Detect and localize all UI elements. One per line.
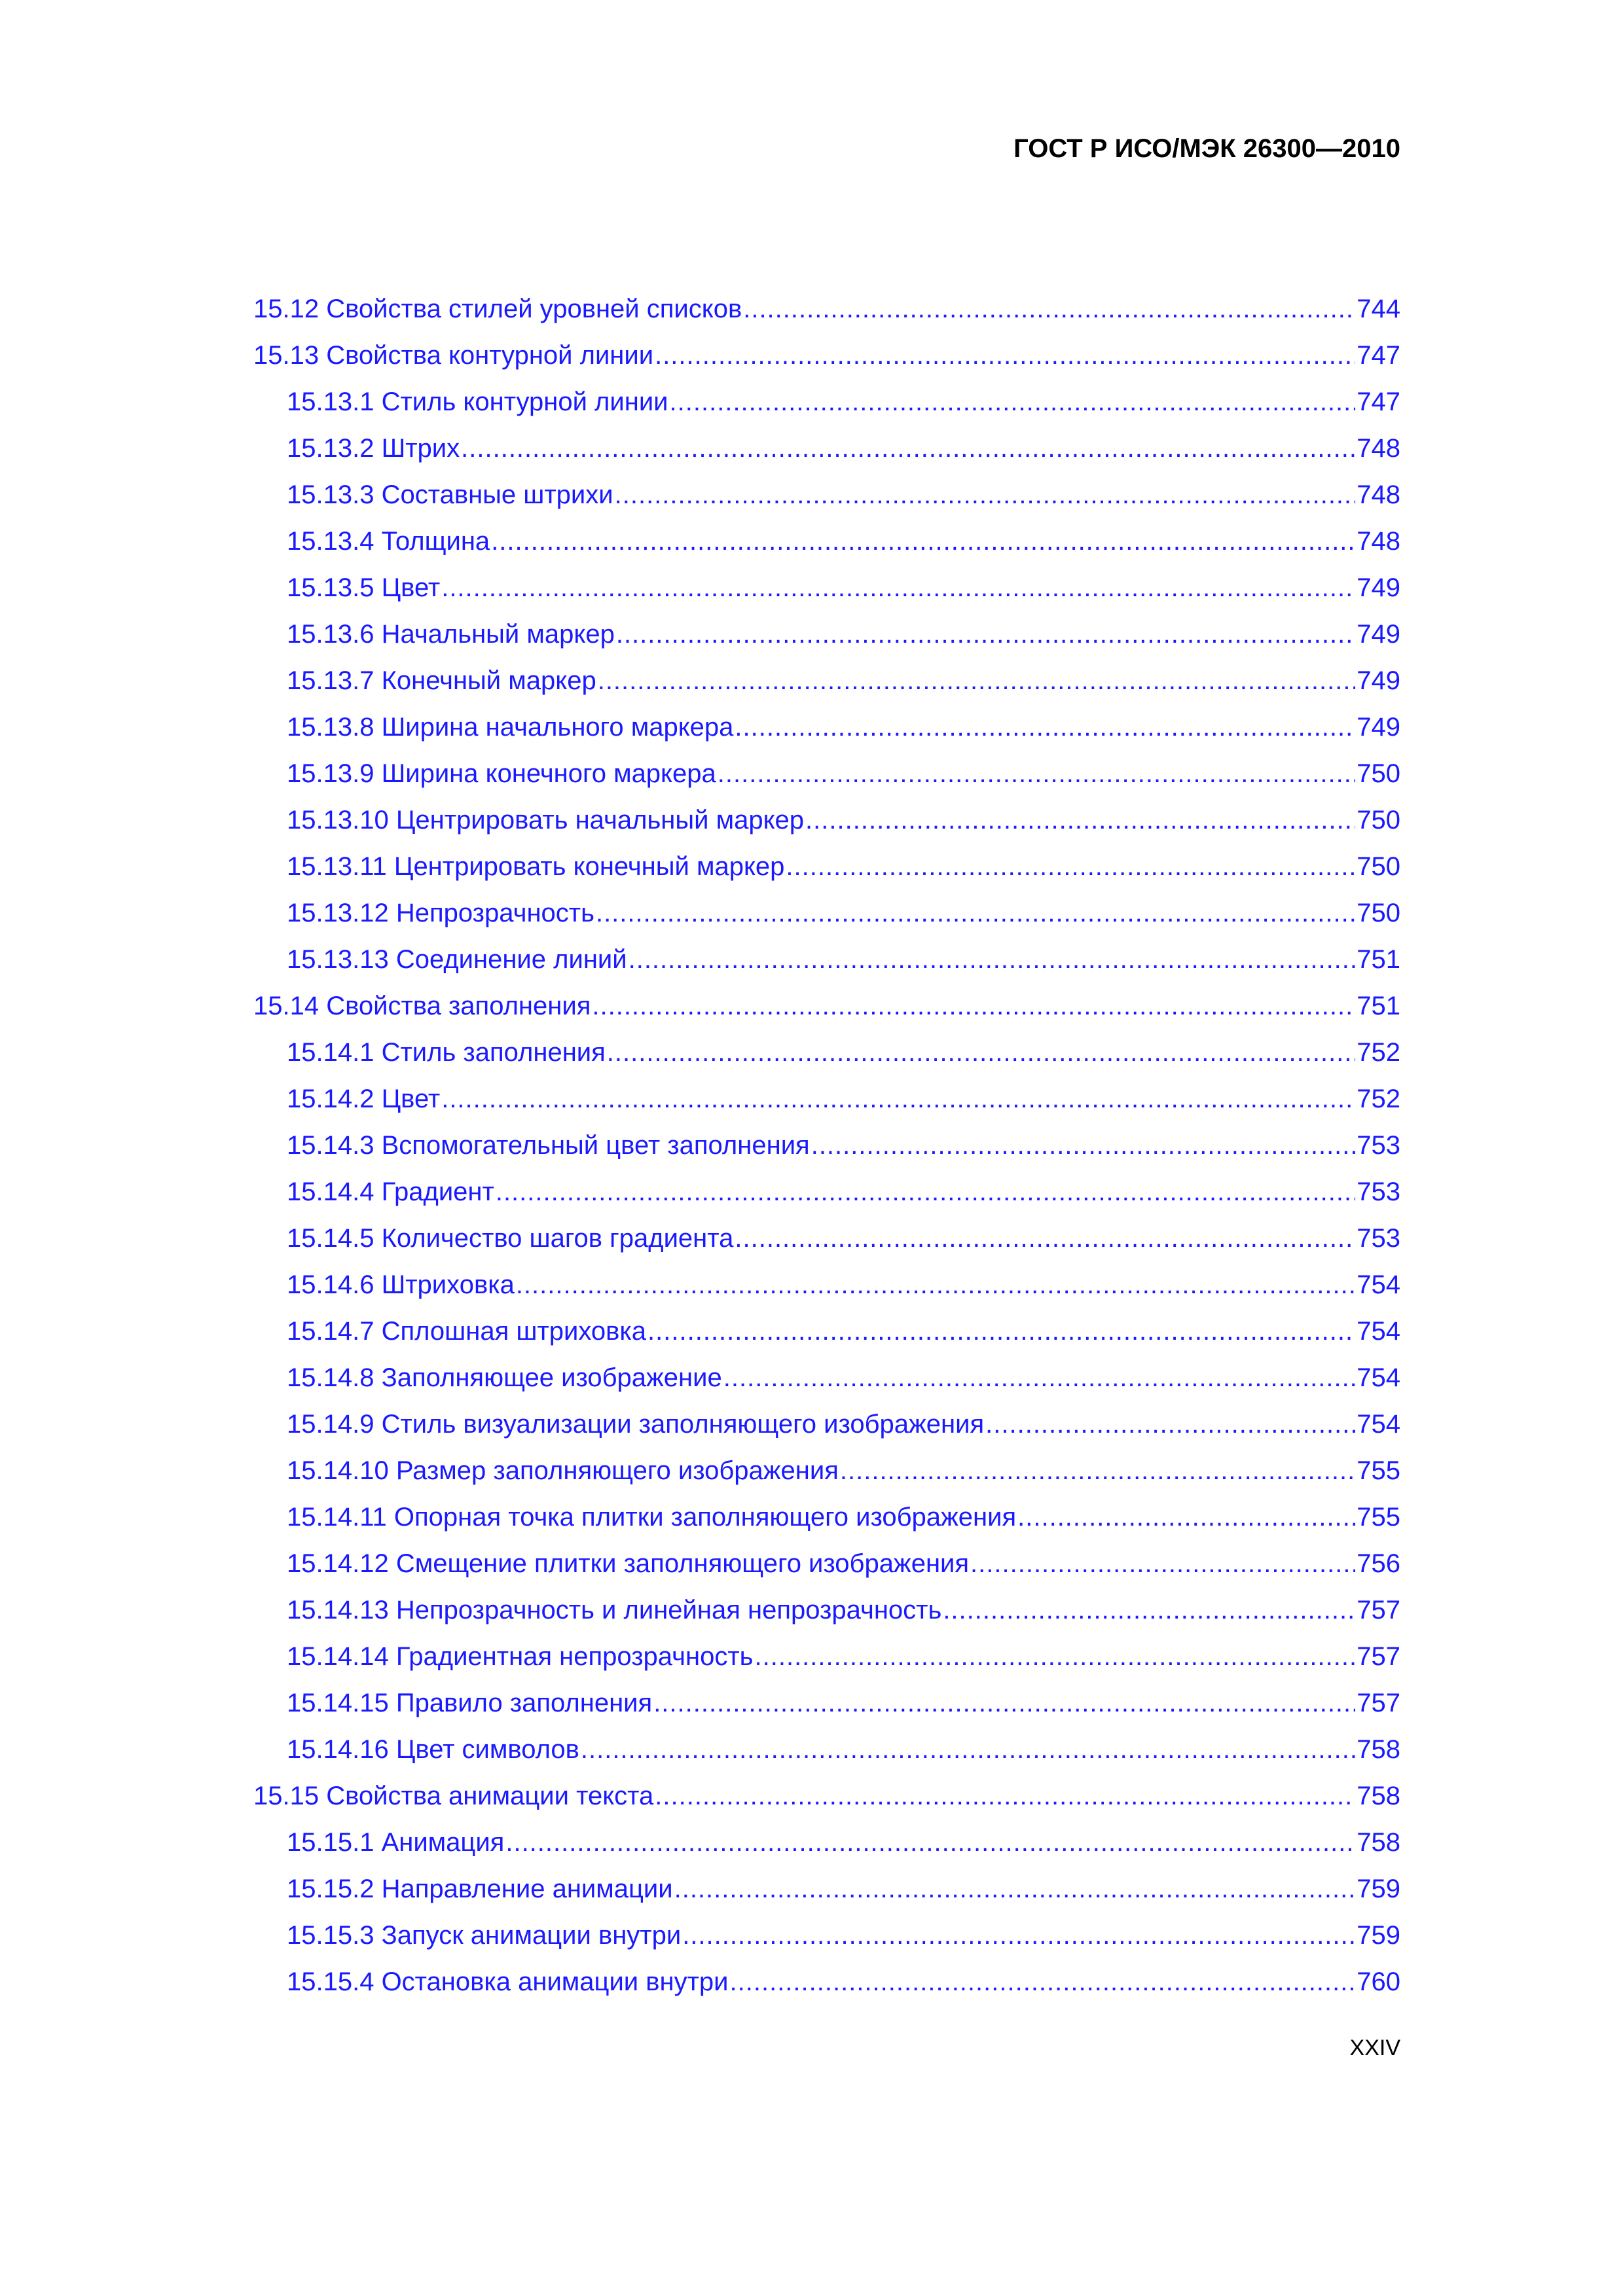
toc-entry-page: 759 [1357,1921,1400,1950]
toc-dot-leader [730,1959,1356,2005]
toc-dot-leader [592,983,1355,1030]
toc-entry-title: 15.13.5 Цвет [287,573,441,602]
toc-entry[interactable] [253,1634,1400,1680]
toc-entry-title: 15.14.5 Количество шагов градиента [287,1224,734,1253]
toc-entry[interactable] [253,844,1400,890]
toc-entry-title: 15.12 Свойства стилей уровней списков [253,295,742,323]
toc-entry-page: 752 [1357,1085,1400,1113]
toc-entry-page: 744 [1357,295,1400,323]
toc-entry-title: 15.13.6 Начальный маркер [287,620,615,649]
toc-entry-page: 757 [1357,1689,1400,1717]
toc-entry[interactable] [253,1262,1400,1308]
toc-entry[interactable] [253,983,1400,1030]
toc-dot-leader [755,1634,1356,1680]
toc-entry-page: 749 [1357,713,1400,742]
toc-entry-page: 754 [1357,1363,1400,1392]
toc-entry-page: 759 [1357,1874,1400,1903]
toc-entry-page: 753 [1357,1131,1400,1160]
toc-dot-leader [647,1308,1355,1355]
toc-entry[interactable] [253,565,1400,611]
toc-entry[interactable] [253,1773,1400,1820]
toc-dot-leader [441,565,1355,611]
toc-entry-title: 15.13.10 Центрировать начальный маркер [287,806,805,834]
toc-entry-title: 15.14.2 Цвет [287,1085,441,1113]
toc-entry[interactable] [253,1401,1400,1448]
toc-dot-leader [461,425,1355,472]
toc-entry-title: 15.14.15 Правило заполнения [287,1689,653,1717]
toc-entry-title: 15.13.7 Конечный маркер [287,666,596,695]
toc-dot-leader [735,1215,1355,1262]
toc-entry-page: 756 [1357,1549,1400,1578]
toc-entry[interactable] [253,1448,1400,1494]
toc-entry-title: 15.14.12 Смещение плитки заполняющего изображения [287,1549,970,1578]
toc-entry-title: 15.13.12 Непрозрачность [287,899,594,927]
toc-entry[interactable] [253,1308,1400,1355]
toc-entry[interactable] [253,704,1400,751]
toc-entry-title: 15.13 Свойства контурной линии [253,341,654,370]
toc-dot-leader [516,1262,1355,1308]
toc-entry-page: 752 [1357,1038,1400,1067]
toc-entry[interactable] [253,1355,1400,1401]
toc-entry-title: 15.15.2 Направление анимации [287,1874,673,1903]
toc-entry-title: 15.14.16 Цвет символов [287,1735,579,1764]
page-number: XXIV [1349,2036,1400,2060]
toc-entry-page: 751 [1357,945,1400,974]
toc-entry-page: 749 [1357,666,1400,695]
toc-entry[interactable] [253,611,1400,658]
toc-entry-page: 750 [1357,899,1400,927]
toc-entry-page: 754 [1357,1317,1400,1346]
toc-entry-title: 15.15.4 Остановка анимации внутри [287,1967,729,1996]
toc-entry-page: 747 [1357,387,1400,416]
toc-entry[interactable] [253,1820,1400,1866]
toc-entry-title: 15.14.8 Заполняющее изображение [287,1363,722,1392]
toc-dot-leader [655,332,1355,379]
toc-entry-page: 750 [1357,806,1400,834]
toc-entry[interactable] [253,1494,1400,1541]
toc-entry-page: 750 [1357,852,1400,881]
toc-entry-title: 15.15.3 Запуск анимации внутри [287,1921,682,1950]
toc-entry[interactable] [253,1680,1400,1727]
toc-dot-leader [441,1076,1355,1122]
toc-entry[interactable] [253,797,1400,844]
toc-entry-title: 15.14.13 Непрозрачность и линейная непрозрачность [287,1596,942,1624]
toc-entry-title: 15.13.2 Штрих [287,434,460,463]
toc-dot-leader [682,1912,1355,1959]
toc-dot-leader [616,611,1355,658]
toc-entry-page: 753 [1357,1224,1400,1253]
toc-dot-leader [723,1355,1356,1401]
toc-entry-title: 15.13.4 Толщина [287,527,490,556]
toc-entry-title: 15.14 Свойства заполнения [253,992,591,1020]
toc-entry-title: 15.14.6 Штриховка [287,1270,515,1299]
toc-entry-page: 755 [1357,1456,1400,1485]
toc-dot-leader [718,751,1356,797]
toc-entry[interactable] [253,1866,1400,1912]
toc-dot-leader [970,1541,1355,1587]
toc-entry-page: 748 [1357,527,1400,556]
toc-dot-leader [581,1727,1355,1773]
toc-entry-title: 15.14.1 Стиль заполнения [287,1038,606,1067]
toc-entry-page: 754 [1357,1270,1400,1299]
toc-entry-title: 15.15.1 Анимация [287,1828,505,1857]
toc-entry[interactable] [253,937,1400,983]
toc-entry[interactable] [253,472,1400,518]
toc-entry[interactable] [253,1727,1400,1773]
toc-dot-leader [655,1773,1355,1820]
toc-entry-title: 15.14.4 Градиент [287,1177,494,1206]
toc-entry[interactable] [253,1030,1400,1076]
toc-entry-page: 748 [1357,434,1400,463]
toc-dot-leader [598,658,1356,704]
toc-entry-page: 747 [1357,341,1400,370]
toc-entry[interactable] [253,379,1400,425]
toc-entry[interactable] [253,1076,1400,1122]
toc-entry-page: 750 [1357,759,1400,788]
toc-entry-page: 748 [1357,480,1400,509]
toc-entry-page: 757 [1357,1642,1400,1671]
toc-dot-leader [985,1401,1355,1448]
toc-dot-leader [805,797,1355,844]
toc-entry[interactable] [253,1912,1400,1959]
toc-entry[interactable] [253,890,1400,937]
toc-entry-title: 15.14.11 Опорная точка плитки заполняющего изображения [287,1503,1017,1532]
toc-dot-leader [629,937,1356,983]
toc-dot-leader [943,1587,1355,1634]
toc-entry[interactable] [253,658,1400,704]
toc-dot-leader [596,890,1355,937]
toc-dot-leader [491,518,1355,565]
toc-entry-title: 15.13.13 Соединение линий [287,945,627,974]
toc-entry-title: 15.14.10 Размер заполняющего изображения [287,1456,839,1485]
toc-dot-leader [607,1030,1355,1076]
toc-entry-title: 15.14.7 Сплошная штриховка [287,1317,647,1346]
toc-dot-leader [786,844,1355,890]
toc-dot-leader [674,1866,1356,1912]
toc-entry-title: 15.15 Свойства анимации текста [253,1782,654,1810]
toc-entry[interactable] [253,518,1400,565]
toc-entry-page: 749 [1357,573,1400,602]
toc-entry-title: 15.14.9 Стиль визуализации заполняющего изображения [287,1410,985,1439]
toc-entry[interactable] [253,332,1400,379]
toc-dot-leader [840,1448,1355,1494]
toc-entry-page: 751 [1357,992,1400,1020]
toc-dot-leader [653,1680,1355,1727]
toc-dot-leader [735,704,1355,751]
table-of-contents [253,286,1400,2005]
toc-entry-title: 15.14.3 Вспомогательный цвет заполнения [287,1131,810,1160]
toc-dot-leader [505,1820,1355,1866]
toc-entry-title: 15.13.8 Ширина начального маркера [287,713,734,742]
toc-dot-leader [743,286,1355,332]
toc-entry[interactable] [253,1169,1400,1215]
toc-entry-page: 758 [1357,1828,1400,1857]
toc-entry[interactable] [253,1541,1400,1587]
toc-entry[interactable] [253,1959,1400,2005]
toc-entry-title: 15.13.9 Ширина конечного маркера [287,759,716,788]
toc-entry-page: 753 [1357,1177,1400,1206]
toc-entry-title: 15.13.1 Стиль контурной линии [287,387,668,416]
toc-entry[interactable] [253,1215,1400,1262]
toc-dot-leader [811,1122,1356,1169]
toc-dot-leader [615,472,1356,518]
toc-entry-page: 757 [1357,1596,1400,1624]
toc-dot-leader [670,379,1356,425]
toc-entry-page: 758 [1357,1735,1400,1764]
toc-entry[interactable] [253,751,1400,797]
toc-entry-page: 749 [1357,620,1400,649]
document-header: ГОСТ Р ИСО/МЭК 26300—2010 [1013,134,1400,163]
toc-entry-title: 15.14.14 Градиентная непрозрачность [287,1642,754,1671]
toc-entry-page: 760 [1357,1967,1400,1996]
toc-dot-leader [496,1169,1355,1215]
toc-entry[interactable] [253,425,1400,472]
toc-dot-leader [1017,1494,1355,1541]
toc-entry-page: 754 [1357,1410,1400,1439]
toc-entry-title: 15.13.11 Центрировать конечный маркер [287,852,785,881]
toc-entry-title: 15.13.3 Составные штрихи [287,480,613,509]
toc-entry[interactable] [253,286,1400,332]
toc-entry[interactable] [253,1587,1400,1634]
toc-entry[interactable] [253,1122,1400,1169]
toc-entry-page: 758 [1357,1782,1400,1810]
toc-entry-page: 755 [1357,1503,1400,1532]
